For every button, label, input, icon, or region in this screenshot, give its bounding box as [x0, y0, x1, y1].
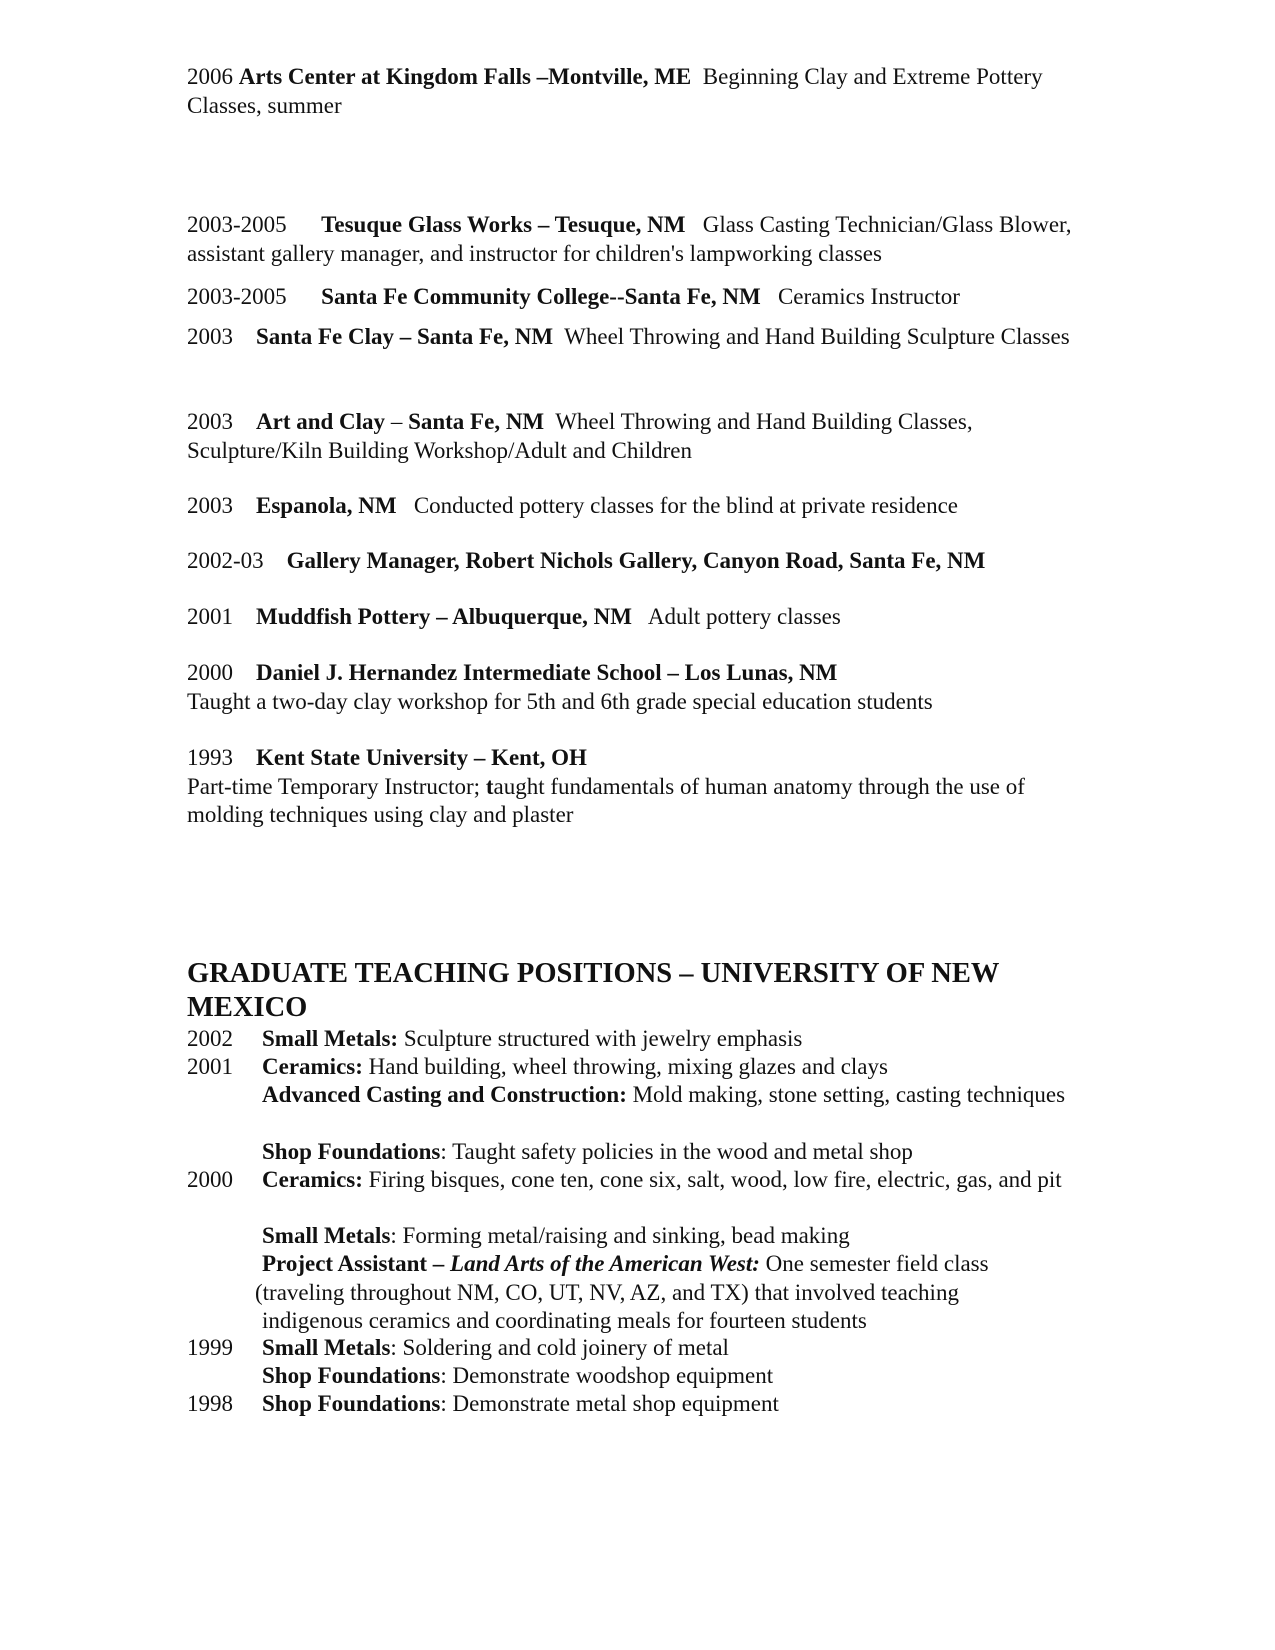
- grad-year: 2002: [187, 1026, 233, 1051]
- entry-org: Muddfish Pottery – Albuquerque, NM: [256, 604, 632, 629]
- entry-art-and-clay: 2003 Art and Clay – Santa Fe, NM Wheel Throwing and Hand Building Classes, Sculpture/Kiln Building Workshop/Adult and Children: [187, 409, 979, 463]
- grad-item: Advanced Casting and Construction: Mold making, stone setting, casting techniques: [262, 1082, 1066, 1107]
- entry-org: Espanola, NM: [256, 493, 397, 518]
- grad-item: Small Metals: Sculpture structured with jewelry emphasis: [262, 1026, 803, 1051]
- entry-espanola: [187, 492, 1087, 521]
- entry-year: 2003-2005: [187, 284, 287, 309]
- grad-item: Shop Foundations: Demonstrate woodshop equipment: [262, 1363, 774, 1388]
- entry-gallery-manager: [187, 547, 1087, 576]
- entry-desc: Taught a two-day clay workshop for 5th and 6th grade special education students: [187, 688, 933, 714]
- entry-muddfish: [187, 603, 1087, 632]
- entry-desc: Conducted pottery classes for the blind at private residence: [396, 493, 958, 518]
- entry-org: Santa Fe Clay – Santa Fe, NM: [256, 324, 554, 349]
- entry-santa-fe-clay: [187, 323, 1087, 352]
- entry-year: 2003: [187, 324, 233, 349]
- entry-desc: Adult pottery classes: [631, 604, 841, 629]
- entry-desc: Wheel Throwing and Hand Building Classes, Sculpture/Kiln Building Workshop/Adult and Children: [187, 409, 979, 463]
- entry-hernandez: [187, 659, 1087, 716]
- grad-year: 2000: [187, 1167, 233, 1192]
- grad-item: Small Metals: Soldering and cold joinery of metal: [262, 1335, 729, 1360]
- entry-year: 2000: [187, 660, 233, 685]
- grad-year: 2001: [187, 1054, 233, 1079]
- entry-org: Kent State University – Kent, OH: [256, 745, 587, 770]
- entry-desc: Part-time Temporary Instructor; taught fundamentals of human anatomy through the use of molding techniques using clay and plaster: [187, 773, 1025, 827]
- entry-tesuque: [187, 211, 1087, 268]
- grad-item-project-assistant: Project Assistant – Land Arts of the American West: One semester field class (traveling throughout NM, CO, UT, NV, AZ, and TX) that involved teaching indigenous ceramics and coordinating meals for fourteen students: [255, 1251, 989, 1333]
- entry-year: 2003: [187, 493, 233, 518]
- entry-year: 2003: [187, 409, 233, 434]
- entry-year: 2002-03: [187, 548, 264, 573]
- entry-desc: Ceramics Instructor: [760, 284, 960, 309]
- entry-year: 2001: [187, 604, 233, 629]
- grad-year: 1998: [187, 1391, 233, 1416]
- section-heading-graduate: GRADUATE TEACHING POSITIONS – UNIVERSITY OF NEW MEXICO: [187, 958, 999, 1023]
- entry-arts-center: [187, 63, 1087, 120]
- grad-item: Small Metals: Forming metal/raising and sinking, bead making: [262, 1223, 850, 1248]
- grad-item: Shop Foundations: Taught safety policies in the wood and metal shop: [262, 1139, 913, 1164]
- entry-org: Arts Center at Kingdom Falls –Montville, ME: [238, 64, 692, 89]
- entry-org: Gallery Manager, Robert Nichols Gallery, Canyon Road, Santa Fe, NM: [286, 548, 986, 573]
- entry-desc: Beginning Clay and Extreme Pottery Classes, summer: [187, 64, 1049, 118]
- entry-kent-state: [187, 744, 1087, 830]
- entry-desc: Wheel Throwing and Hand Building Sculpture Classes: [553, 324, 1070, 349]
- entry-org: Daniel J. Hernandez Intermediate School – Los Lunas, NM: [256, 660, 838, 685]
- entry-org-location: Santa Fe, NM: [408, 409, 545, 434]
- entry-org: Tesuque Glass Works – Tesuque, NM: [321, 212, 686, 237]
- entry-sfcc: [187, 283, 1087, 312]
- entry-year: 1993: [187, 745, 233, 770]
- grad-year: 1999: [187, 1335, 233, 1360]
- entry-org: Art and Clay: [256, 409, 386, 434]
- grad-item: Ceramics: Firing bisques, cone ten, cone six, salt, wood, low fire, electric, gas, and pit: [262, 1167, 1062, 1192]
- entry-year: 2003-2005: [187, 212, 287, 237]
- entry-year: 2006: [187, 64, 233, 89]
- entry-org: Santa Fe Community College--Santa Fe, NM: [321, 284, 761, 309]
- grad-item: Shop Foundations: Demonstrate metal shop equipment: [262, 1391, 779, 1416]
- grad-item: Ceramics: Hand building, wheel throwing, mixing glazes and clays: [262, 1054, 888, 1079]
- entry-desc: Glass Casting Technician/Glass Blower, assistant gallery manager, and instructor for children's lampworking classes: [187, 212, 1078, 266]
